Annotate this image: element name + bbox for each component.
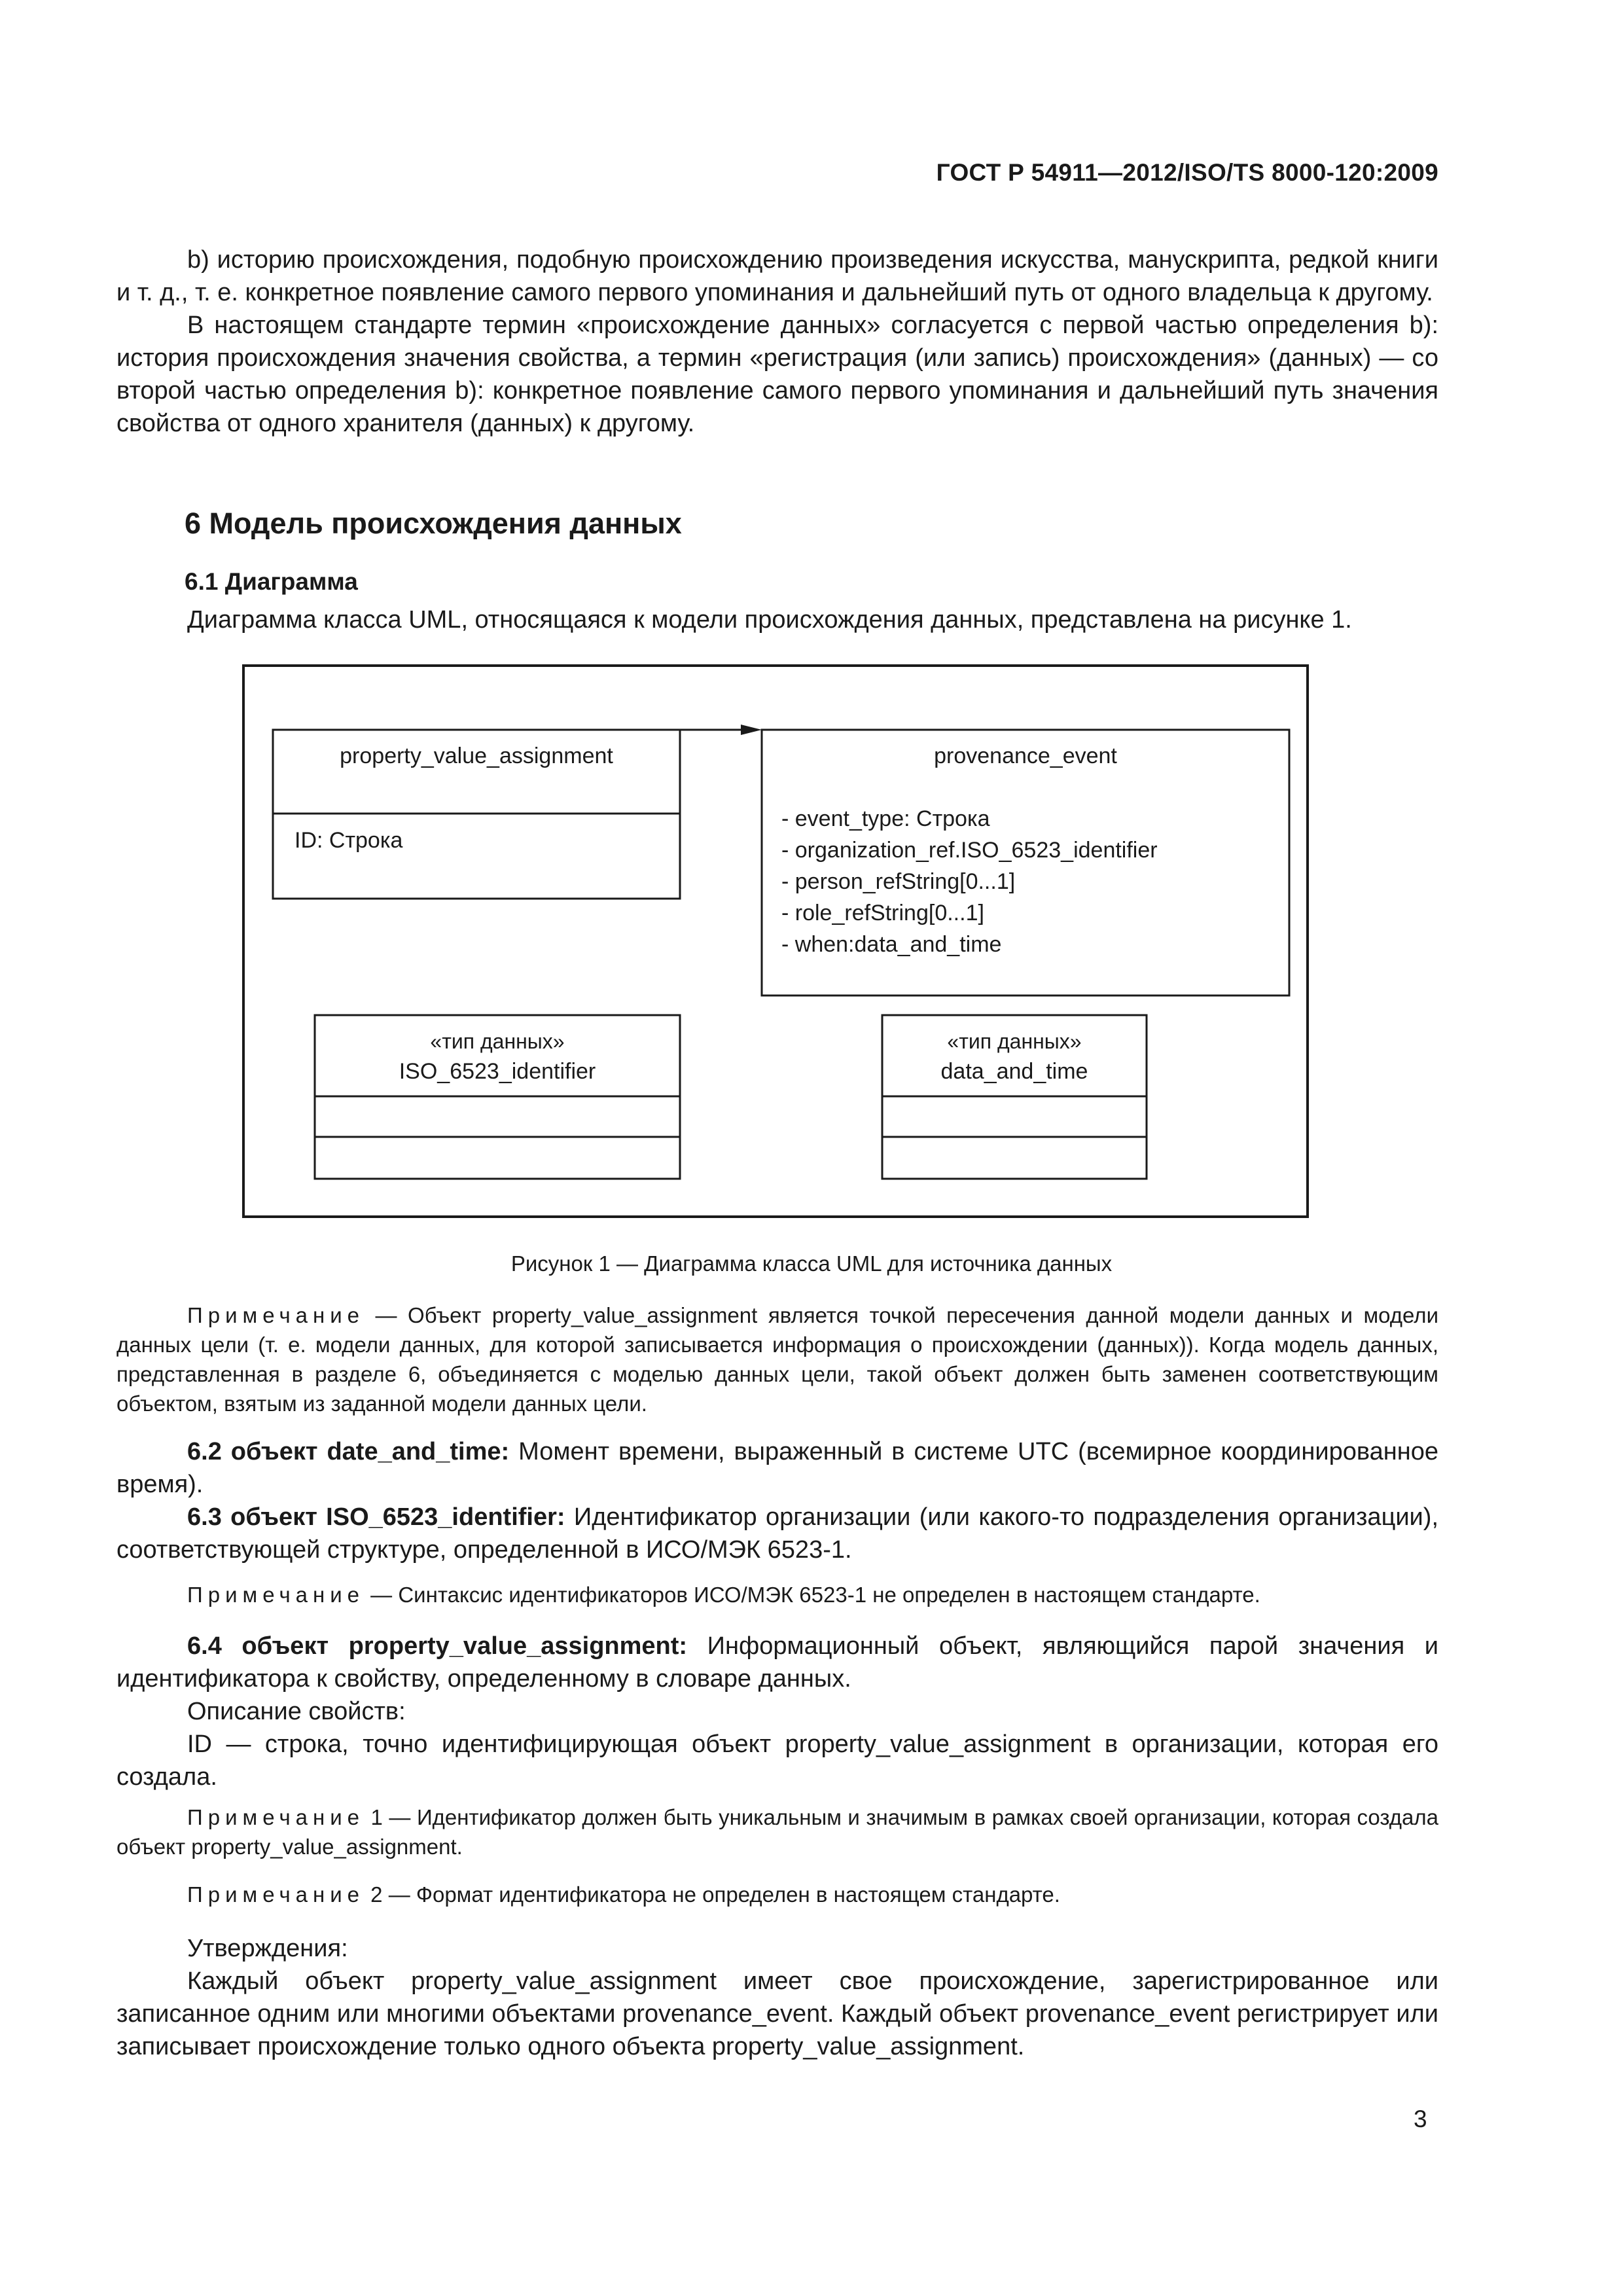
note-2-label: Примечание xyxy=(187,1583,365,1607)
dt-class-name: data_and_time xyxy=(940,1059,1088,1084)
section-6-4 xyxy=(116,1630,1438,1695)
note-2-block xyxy=(116,1580,1438,1609)
datatype-iso-6523-identifier xyxy=(315,1015,680,1179)
intro-block xyxy=(116,243,1438,440)
pe-attribute-role-ref: - role_refString[0...1] xyxy=(781,901,984,925)
note-1-text: — Объект property_value_assignment является точкой пересечения данной модели данных и модели данных цели (т. е. модели данных, для которой записывается информация о происхождении (данных)). Когда модель данных, представленная в разделе 6, объединяется с моделью данных цели, такой объект должен быть заменен соответствующим объектом, взятым из заданной модели данных цели. xyxy=(116,1303,1438,1416)
pe-attribute-event-type: - event_type: Строка xyxy=(781,806,990,831)
section-6-3 xyxy=(116,1501,1438,1566)
note-3 xyxy=(116,1803,1438,1861)
note-4-block xyxy=(116,1880,1438,1909)
arrowhead-icon xyxy=(741,725,762,735)
note-1-block xyxy=(116,1300,1438,1418)
section-6-3-term: 6.3 объект ISO_6523_identifier: xyxy=(187,1503,565,1531)
pe-attribute-person-ref: - person_refString[0...1] xyxy=(781,869,1016,894)
class-property-value-assignment xyxy=(273,730,680,899)
section-6-2-term: 6.2 объект date_and_time: xyxy=(187,1438,510,1465)
pe-attribute-when: - when:data_and_time xyxy=(781,932,1002,957)
note-2 xyxy=(116,1580,1438,1609)
section-6-3-text: Идентификатор организации (или какого-то подразделения организации), соответствующей структуре, определенной в ИСО/МЭК 6523-1. xyxy=(116,1503,1438,1564)
assertions-label: Утверждения: xyxy=(187,1935,348,1962)
section-6-2-3-block xyxy=(116,1435,1438,1566)
page-number: 3 xyxy=(1414,2106,1427,2132)
property-id-description: ID — строка, точно идентифицирующая объект property_value_assignment в организации, которая его создала. xyxy=(116,1731,1438,1791)
intro-paragraph-b: b) историю происхождения, подобную происхождению произведения искусства, манускрипта, редкой книги и т. д., т. е. конкретное появление самого первого упоминания и дальнейший путь от одного владельца к другому. xyxy=(116,246,1438,306)
assertions-text: Каждый объект property_value_assignment имеет свое происхождение, зарегистрированное или записанное одним или многими объектами provenance_event. Каждый объект provenance_event регистрирует или записывает происхождение только одного объекта property_value_assignment. xyxy=(116,1967,1438,2060)
document-header: ГОСТ Р 54911—2012/ISO/TS 8000-120:2009 xyxy=(936,159,1438,186)
class-provenance-event xyxy=(762,730,1289,996)
section-6-1-title: 6.1 Диаграмма xyxy=(185,568,358,595)
datatype-data-and-time xyxy=(882,1015,1147,1179)
properties-label: Описание свойств: xyxy=(187,1698,406,1725)
section-6-title: 6 Модель происхождения данных xyxy=(185,507,682,540)
uml-diagram-svg xyxy=(242,664,1309,1218)
section-6-1-text-block xyxy=(116,603,1438,636)
section-6-2 xyxy=(116,1435,1438,1501)
pva-attribute-id: ID: Строка xyxy=(294,828,403,853)
note-1-label: Примечание xyxy=(187,1303,365,1327)
iso-class-name: ISO_6523_identifier xyxy=(399,1059,596,1084)
figure-caption: Рисунок 1 — Диаграмма класса UML для источника данных xyxy=(510,1251,1113,1276)
assertions-block xyxy=(116,1932,1438,2063)
note-1 xyxy=(116,1300,1438,1418)
section-6-2-text: Момент времени, выраженный в системе UTC (всемирное координированное время). xyxy=(116,1438,1438,1498)
pe-attribute-organization-ref: - organization_ref.ISO_6523_identifier xyxy=(781,838,1158,863)
note-3-block xyxy=(116,1803,1438,1861)
note-3-label: Примечание xyxy=(187,1805,365,1829)
section-6-4-block xyxy=(116,1630,1438,1793)
intro-paragraph-term: В настоящем стандарте термин «происхождение данных» согласуется с первой частью определения b): история происхождения значения свойства, а термин «регистрация (или запись) происхождения» (данных) — со второй частью определения b): конкретное появление самого первого упоминания и дальнейший путь значения свойства от одного хранителя (данных) к другому. xyxy=(116,312,1438,437)
association-arrow xyxy=(680,725,762,735)
pva-class-name: property_value_assignment xyxy=(340,744,613,768)
note-2-text: — Синтаксис идентификаторов ИСО/МЭК 6523-1 не определен в настоящем стандарте. xyxy=(365,1583,1260,1607)
section-6-1-text: Диаграмма класса UML, относящаяся к модели происхождения данных, представлена на рисунке 1. xyxy=(187,606,1352,634)
note-4 xyxy=(116,1880,1438,1909)
note-4-label: Примечание xyxy=(187,1882,365,1907)
section-6-4-text: Информационный объект, являющийся парой значения и идентификатора к свойству, определенному в словаре данных. xyxy=(116,1632,1438,1693)
iso-stereotype: «тип данных» xyxy=(430,1030,565,1053)
note-4-text: 2 — Формат идентификатора не определен в настоящем стандарте. xyxy=(365,1882,1060,1907)
dt-stereotype: «тип данных» xyxy=(947,1030,1082,1053)
uml-class-diagram xyxy=(242,664,1309,1221)
pe-class-name: provenance_event xyxy=(934,744,1117,768)
note-3-text: 1 — Идентификатор должен быть уникальным и значимым в рамках своей организации, которая создала объект property_value_assignment. xyxy=(116,1805,1438,1859)
section-6-4-term: 6.4 объект property_value_assignment: xyxy=(187,1632,688,1660)
